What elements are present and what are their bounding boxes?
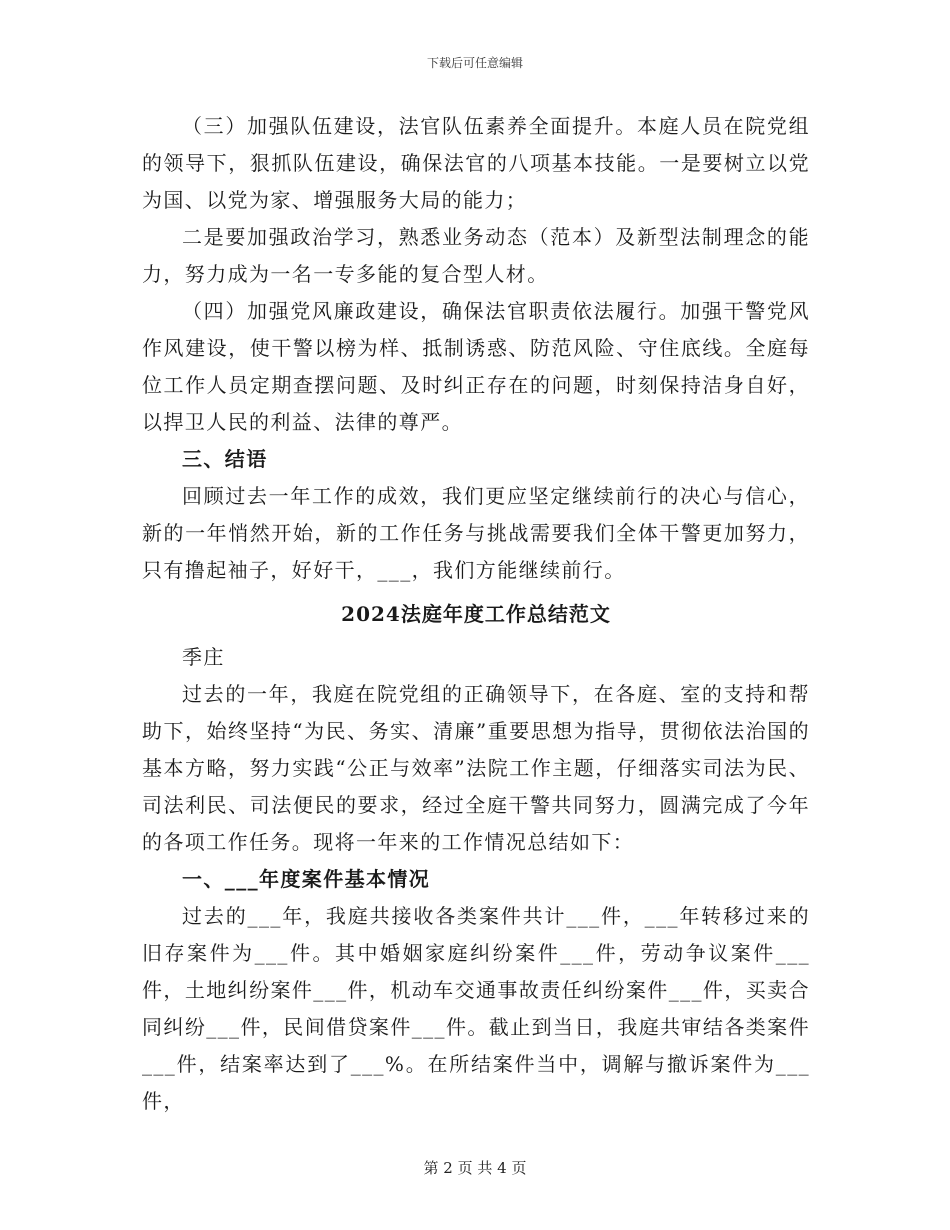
section-heading-conclusion: 三、结语 — [182, 447, 268, 471]
page-number: 第 2 页 共 4 页 — [423, 1159, 527, 1177]
author-name: 季庄 — [182, 645, 225, 669]
section-heading-case-overview: 一、___年度案件基本情况 — [182, 867, 431, 891]
paragraph-political-study: 二是要加强政治学习，熟悉业务动态（范本）及新型法制理念的能力，努力成为一名一专多能的复合型人材。 — [142, 225, 810, 286]
page-header: 下载后可任意编辑 — [426, 56, 523, 70]
paragraph-conclusion: 回顾过去一年工作的成效，我们更应坚定继续前行的决心与信心，新的一年悄然开始，新的工作任务与挑战需要我们全体干警更加努力，只有撸起袖子，好好干，___，我们方能继续前行。 — [142, 484, 810, 582]
paragraph-case-statistics: 过去的___年，我庭共接收各类案件共计___件，___年转移过来的旧存案件为___件。其中婚姻家庭纠纷案件___件，劳动争议案件___件，土地纠纷案件___件，机动车交通事故责任纠纷案件___件，买卖合同纠纷___件，民间借贷案件___件。截止到当日，我庭共审结各类案件___件，结案率达到了___%。在所结案件当中，调解与撤诉案件为___件， — [142, 904, 810, 1113]
paragraph-introduction: 过去的一年，我庭在院党组的正确领导下，在各庭、室的支持和帮助下，始终坚持“为民、务实、清廉”重要思想为指导，贯彻依法治国的基本方略，努力实践“公正与效率”法院工作主题，仔细落实司法为民、司法利民、司法便民的要求，经过全庭干警共同努力，圆满完成了今年的各项工作任务。现将一年来的工作情况总结如下： — [142, 682, 810, 854]
document-title: 2024法庭年度工作总结范文 — [341, 602, 611, 626]
document-body — [142, 108, 810, 1120]
paragraph-integrity: （四）加强党风廉政建设，确保法官职责依法履行。加强干警党风作风建设，使干警以榜为样、抵制诱惑、防范风险、守住底线。全庭每位工作人员定期查摆问题、及时纠正存在的问题，时刻保持洁身自好，以捍卫人民的利益、法律的尊严。 — [142, 299, 810, 434]
paragraph-team-building: （三）加强队伍建设，法官队伍素养全面提升。本庭人员在院党组的领导下，狠抓队伍建设，确保法官的八项基本技能。一是要树立以党为国、以党为家、增强服务大局的能力； — [142, 114, 810, 212]
